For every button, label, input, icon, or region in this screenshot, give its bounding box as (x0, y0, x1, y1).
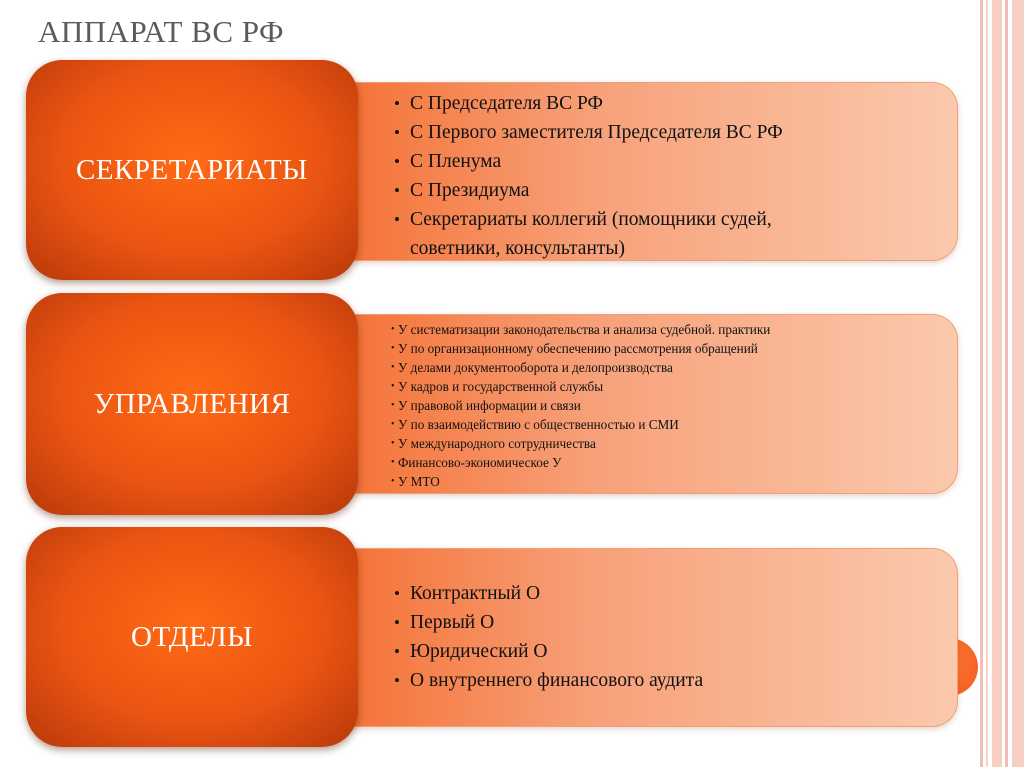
secretariats-list (394, 89, 783, 263)
secretariats-detail-panel (300, 82, 958, 261)
departments-list (394, 579, 703, 695)
list-item: • У делами документооборота и делопроизводства (391, 358, 770, 377)
list-item: • У МТО (391, 472, 770, 491)
list-item: • Финансово-экономическое У (391, 453, 770, 472)
departments-box (26, 527, 358, 747)
directorates-box (26, 293, 358, 515)
list-item: • У по взаимодействию с общественностью и СМИ (391, 415, 770, 434)
list-item: • У по организационному обеспечению рассмотрения обращений (391, 339, 770, 358)
list-item: • С Пленума (394, 147, 783, 176)
list-item: • Секретариаты коллегий (помощники судей, (394, 205, 783, 234)
section-heading: УПРАВЛЕНИЯ (93, 387, 291, 420)
decorative-stripes (980, 0, 1024, 767)
list-item: • С Президиума (394, 176, 783, 205)
list-item: • У кадров и государственной службы (391, 377, 770, 396)
list-item: • С Первого заместителя Председателя ВС РФ (394, 118, 783, 147)
secretariats-box (26, 60, 358, 280)
list-item: • Контрактный О (394, 579, 703, 608)
list-item: • У международного сотрудничества (391, 434, 770, 453)
list-item: • Первый О (394, 608, 703, 637)
directorates-detail-panel (300, 314, 958, 494)
directorates-list (391, 320, 770, 491)
list-item: • С Председателя ВС РФ (394, 89, 783, 118)
slide-title: АППАРАТ ВС РФ (38, 14, 284, 49)
departments-detail-panel (300, 548, 958, 727)
section-heading: СЕКРЕТАРИАТЫ (76, 153, 308, 186)
list-item-continuation: советники, консультанты) (410, 238, 626, 259)
list-item: • Юридический О (394, 637, 703, 666)
list-item: • У систематизации законодательства и анализа судебной. практики (391, 320, 770, 339)
section-heading: ОТДЕЛЫ (131, 620, 253, 653)
list-item: • О внутреннего финансового аудита (394, 666, 703, 695)
list-item: • У правовой информации и связи (391, 396, 770, 415)
